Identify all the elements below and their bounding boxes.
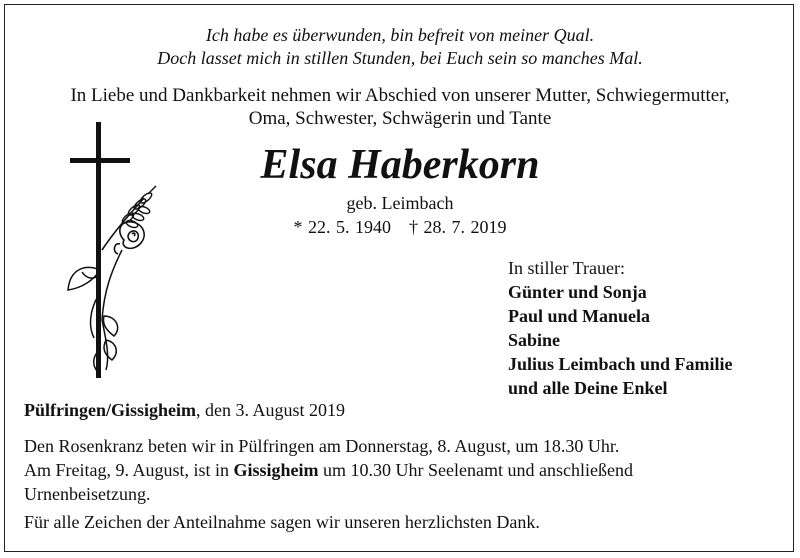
date-text: , den 3. August 2019 xyxy=(196,400,346,420)
service-notice xyxy=(24,434,784,506)
deceased-name: Elsa Haberkorn xyxy=(260,142,540,188)
mourner-name: Paul und Manuela xyxy=(508,306,651,326)
place-date-line xyxy=(24,398,345,422)
birth-date: * 22. 5. 1940 xyxy=(293,217,391,237)
notice-line-3: Urnenbeisetzung. xyxy=(24,484,151,504)
notice-line-2-start: Am Freitag, 9. August, ist in xyxy=(24,460,234,480)
notice-place-bold: Gissigheim xyxy=(233,460,319,480)
mourner-name: Julius Leimbach und Familie xyxy=(508,354,733,374)
poem-line-2: Doch lasset mich in stillen Stunden, bei Euch sein so manches Mal. xyxy=(157,48,643,68)
death-date: † 28. 7. 2019 xyxy=(409,217,507,237)
intro-line-1: In Liebe und Dankbarkeit nehmen wir Abschied von unserer Mutter, Schwiegermutter, xyxy=(70,85,730,106)
intro-line-2: Oma, Schwester, Schwägerin und Tante xyxy=(248,108,552,129)
mourner-name: Günter und Sonja xyxy=(508,282,647,302)
birth-name: geb. Leimbach xyxy=(346,193,454,213)
poem-line-1: Ich habe es überwunden, bin befreit von meiner Qual. xyxy=(205,25,595,45)
mourners-block xyxy=(508,256,798,400)
mourner-name: Sabine xyxy=(508,330,561,350)
mourners-label: In stiller Trauer: xyxy=(508,258,625,278)
thanks-line: Für alle Zeichen der Anteilnahme sagen wir unseren herzlichsten Dank. xyxy=(24,512,540,532)
notice-line-2-end: um 10.30 Uhr Seelenamt und anschließend xyxy=(318,460,633,480)
notice-line-1: Den Rosenkranz beten wir in Pülfringen am Donnerstag, 8. August, um 18.30 Uhr. xyxy=(24,436,620,456)
cross-with-rose-and-wheat-icon xyxy=(62,120,162,382)
notice-line-2 xyxy=(24,458,784,482)
mourner-name: und alle Deine Enkel xyxy=(508,378,668,398)
life-dates xyxy=(250,216,550,238)
place-name: Pülfringen/Gissigheim xyxy=(24,400,197,420)
